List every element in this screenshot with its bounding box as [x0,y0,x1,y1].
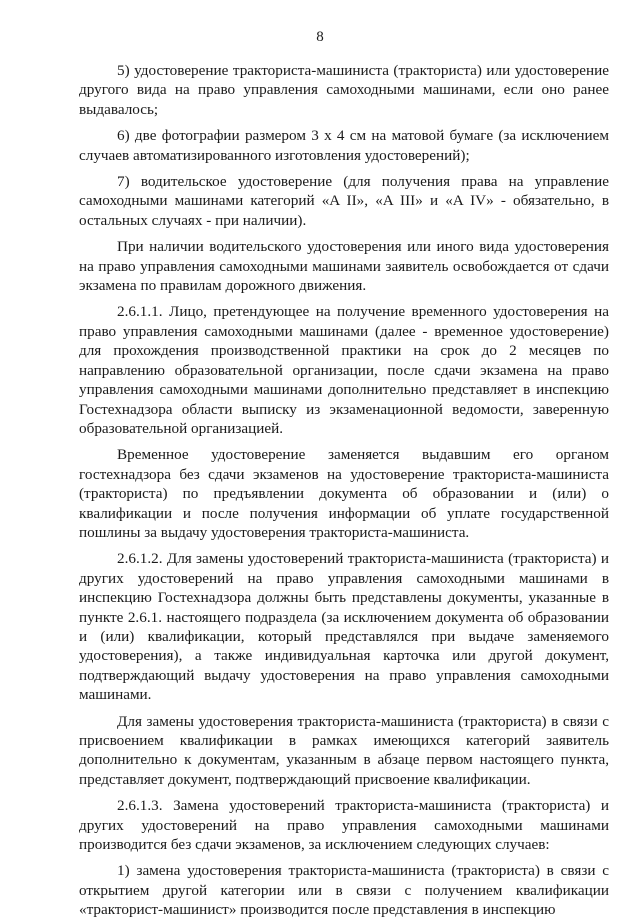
paragraph-2-6-1-3: 2.6.1.3. Замена удостоверений тракториста-машиниста (тракториста) и других удостоверений на право управления самоходными машинами производится без сдачи экзаменов, за исключением следующих случаев: [79,797,609,854]
paragraph-2-6-1-1: 2.6.1.1. Лицо, претендующее на получение временного удостоверения на право управления самоходными машинами (далее - временное удостоверение) для прохождения производственной практики на срок до 2 месяцев по направлению образовательной организации, после сдачи экзамена на право управления самоходными машинами дополнительно представляет в инспекцию Гостехнадзора области выписку из экзаменационной ведомости, заверенную образовательной организацией. [79,303,609,437]
paragraph-item-7: 7) водительское удостоверение (для получения права на управление самоходными машинами категорий «A II», «A III» и «A IV» - обязательно, в остальных случаях - при наличии). [79,173,609,229]
paragraph-item-5: 5) удостоверение тракториста-машиниста (тракториста) или удостоверение другого вида на право управления самоходными машинами, если оно ранее выдавалось; [79,62,609,118]
paragraph-temporary-license-replacement: Временное удостоверение заменяется выдавшим его органом гостехнадзора без сдачи экзаменов на удостоверение тракториста-машиниста (тракториста) по предъявлении документа об образовании и (или) о квалификации и после получения информации об уплате государственной пошлины за выдачу удостоверения тракториста-машиниста. [79,446,609,541]
page-number: 8 [316,29,324,45]
paragraph-item-6: 6) две фотографии размером 3 х 4 см на матовой бумаге (за исключением случаев автоматизированного изготовления удостоверений); [79,127,609,164]
paragraph-2-6-1-2: 2.6.1.2. Для замены удостоверений тракториста-машиниста (тракториста) и других удостоверений на право управления самоходными машинами в инспекцию Гостехнадзора должны быть представлены документы, указанные в пункте 2.6.1. настоящего подраздела (за исключением документа об образовании и (или) квалификации, который представлялся при выдаче заменяемого удостоверения), а также индивидуальная карточка или другой документ, подтверждающий выдачу удостоверения на право управления самоходными машинами. [79,550,609,704]
document-body [79,61,609,920]
paragraph-qualification-replacement: Для замены удостоверения тракториста-машиниста (тракториста) в связи с присвоением квалификации в рамках имеющихся категорий заявитель дополнительно к документам, указанным в абзаце первом настоящего пункта, представляет документ, подтверждающий присвоение квалификации. [79,712,609,788]
paragraph-driver-license-exemption: При наличии водительского удостоверения или иного вида удостоверения на право управления самоходными машинами заявитель освобождается от сдачи экзамена по правилам дорожного движения. [79,238,609,295]
paragraph-exception-1: 1) замена удостоверения тракториста-машиниста (тракториста) в связи с открытием другой категории или в связи с получением квалификации «тракторист-машинист» производится после представления в инспекцию [79,862,609,919]
